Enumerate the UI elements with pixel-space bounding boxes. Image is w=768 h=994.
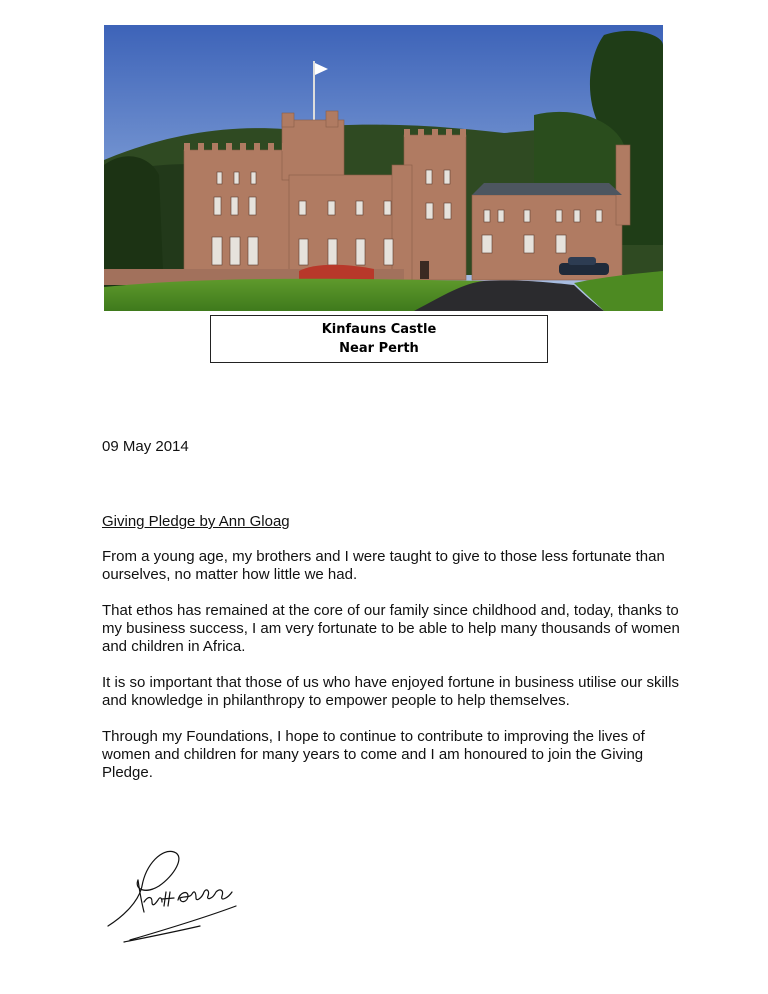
paragraph-1: From a young age, my brothers and I were taught to give to those less fortunate than ourselves, no matter how little we had. [102,548,665,583]
caption-line-2: Near Perth [339,341,419,356]
castle-photo [104,25,663,311]
paragraph-2: That ethos has remained at the core of our family since childhood and, today, thanks to my business success, I am very fortunate to be able to help many thousands of women and children in Africa. [102,602,680,655]
letter-body [102,513,682,800]
letter-date: 09 May 2014 [102,438,189,455]
paragraph-3: It is so important that those of us who have enjoyed fortune in business utilise our skills and knowledge in philanthropy to empower people to help themselves. [102,674,679,709]
paragraph-4: Through my Foundations, I hope to continue to contribute to improving the lives of women and children for many years to come and I am honoured to join the Giving Pledge. [102,728,645,781]
caption-line-1: Kinfauns Castle [321,322,437,337]
handwritten-signature [104,846,244,946]
photo-caption [210,315,548,363]
letter-heading: Giving Pledge by Ann Gloag [102,513,290,530]
